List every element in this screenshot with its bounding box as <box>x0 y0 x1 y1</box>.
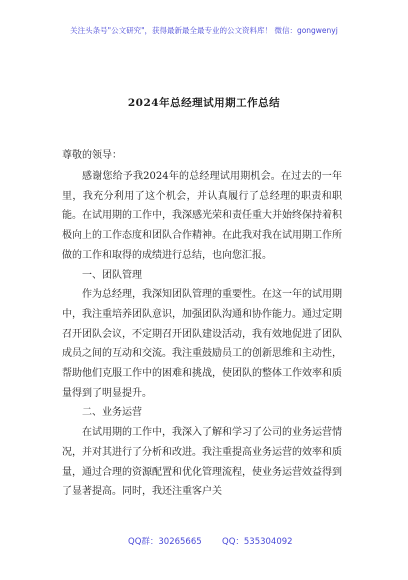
business-operations-paragraph: 在试用期的工作中，我深入了解和学习了公司的业务运营情况，并对其进行了分析和改进。我注重提高业务运营的效率和质量，通过合理的资源配置和优化管理流程，使业务运营效益得到了显著提高。同时，我还注重客户关 <box>62 427 342 498</box>
intro-paragraph: 感谢您给予我2024年的总经理试用期机会。在过去的一年里，我充分利用了这个机会，并认真履行了总经理的职责和职能。在试用期的工作中，我深感光荣和责任重大并始终保持着积极向上的工作态度和团队合作精神。在此我对我在试用期工作所做的工作和取得的成绩进行总结，也向您汇报。 <box>62 171 342 261</box>
section-heading-team-management: 一、团队管理 <box>82 269 142 281</box>
document-title: 2024年总经理试用期工作总结 <box>127 97 281 109</box>
footer-qq-group: QQ群：30265665 <box>128 537 202 547</box>
section-heading-business-operations: 二、业务运营 <box>82 407 142 419</box>
team-management-paragraph: 作为总经理，我深知团队管理的重要性。在这一年的试用期中，我注重培养团队意识，加强团队沟通和协作能力。通过定期召开团队会议，不定期召开团队建设活动，我有效地促进了团队成员之间的互动和交流。我注重鼓励员工的创新思维和主动性，帮助他们克服工作中的困难和挑战，使团队的整体工作效率和质量得到了明显提升。 <box>62 289 342 399</box>
footer-qq: QQ：535304092 <box>222 537 293 547</box>
header-promo-note: 关注头条号"公文研究"，获得最新最全最专业的公文资料库！ 微信：gongwenyj <box>70 26 338 35</box>
salutation: 尊敬的领导： <box>62 150 122 161</box>
document-body <box>62 167 342 502</box>
